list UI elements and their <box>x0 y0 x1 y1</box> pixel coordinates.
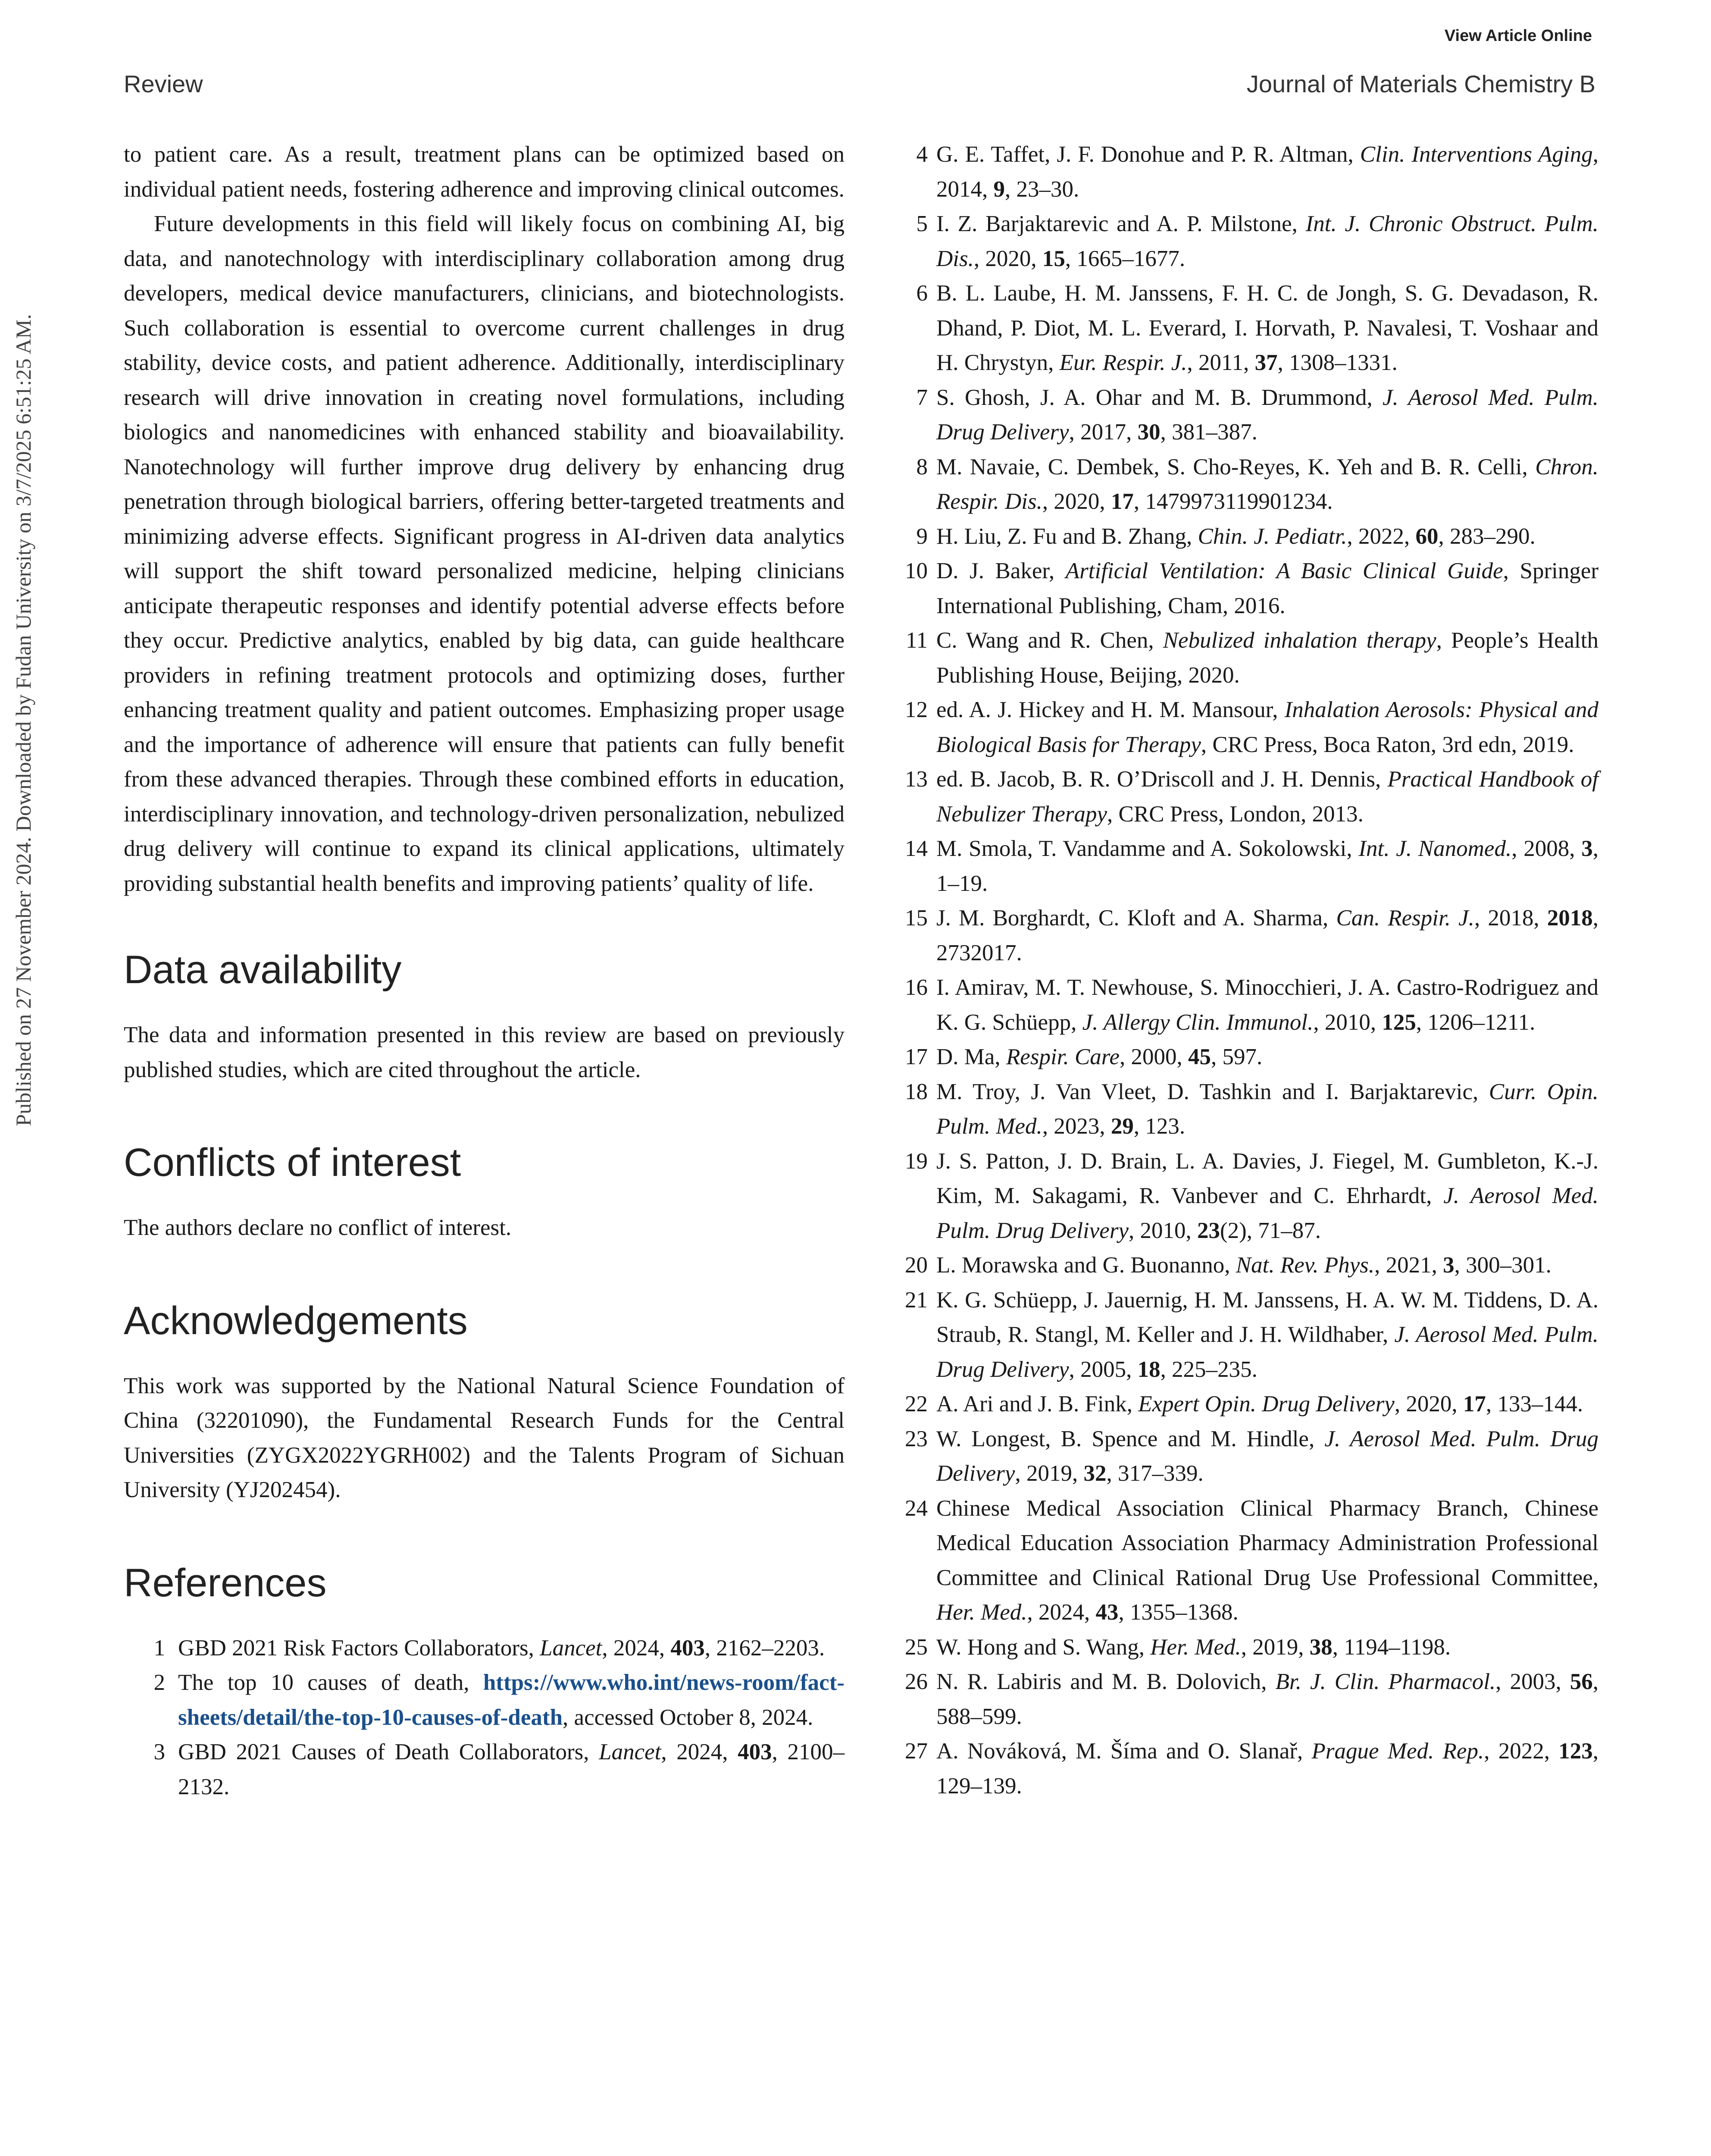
reference-year: , 2017, <box>1069 420 1138 445</box>
reference-item <box>893 380 1598 450</box>
reference-journal: Clin. Interventions Aging <box>1360 142 1593 167</box>
reference-journal: Curr. Opin. Pulm. Med. <box>936 1079 1598 1139</box>
reference-item <box>893 970 1598 1040</box>
reference-authors: J. S. Patton, J. D. Brain, L. A. Davies, J. Fiegel, M. Gumbleton, K.-J. Kim, M. Sakagami, R. Vanbever and C. Ehrhardt, <box>936 1148 1598 1208</box>
reference-volume: 30 <box>1137 420 1160 445</box>
reference-volume: 37 <box>1254 350 1278 375</box>
reference-pages: , 2162–2203. <box>704 1635 825 1661</box>
reference-item <box>893 1664 1598 1734</box>
reference-pages: , 2100–2132. <box>178 1739 845 1799</box>
reference-journal: Nebulized inhalation therapy <box>1163 628 1436 653</box>
reference-pages: , 1–19. <box>936 836 1598 896</box>
reference-pages: , 129–139. <box>936 1739 1599 1799</box>
reference-volume: 3 <box>1581 836 1593 861</box>
acknowledgements-text: This work was supported by the National Natural Science Foundation of China (32201090), the Fundamental Research Funds for the Central Universities (ZYGX2022YGRH002) and the Talents Program of Sichuan University (YJ202454). <box>124 1373 845 1502</box>
reference-journal: Her. Med. <box>1150 1634 1241 1660</box>
reference-pages: , 225–235. <box>1160 1357 1257 1382</box>
reference-pages: , 133–144. <box>1486 1391 1583 1416</box>
reference-volume: 60 <box>1415 523 1439 549</box>
reference-number: 20 <box>905 1253 928 1278</box>
reference-item <box>893 554 1598 623</box>
publication-watermark: Published on 27 November 2024. Downloaded by Fudan University on 3/7/2025 6:51:25 AM. <box>11 314 35 1126</box>
reference-pages: , 283–290. <box>1438 523 1536 549</box>
reference-pages: , 381–387. <box>1160 420 1257 445</box>
reference-item <box>893 901 1598 970</box>
reference-number: 26 <box>905 1669 928 1694</box>
reference-volume: 32 <box>1083 1461 1107 1486</box>
reference-number: 18 <box>905 1079 928 1104</box>
reference-authors: The top 10 causes of death, <box>178 1670 483 1695</box>
reference-item <box>893 1075 1598 1144</box>
reference-authors: ed. A. J. Hickey and H. M. Mansour, <box>936 697 1285 722</box>
reference-year: , 2022, <box>1484 1739 1559 1764</box>
reference-journal: Her. Med. <box>936 1600 1027 1625</box>
reference-number: 3 <box>153 1739 165 1764</box>
reference-volume: 29 <box>1110 1114 1134 1139</box>
reference-pages: , accessed October 8, 2024. <box>563 1705 813 1730</box>
reference-volume: 403 <box>738 1739 772 1764</box>
reference-volume: 43 <box>1095 1600 1119 1625</box>
reference-pages: , 1355–1368. <box>1118 1600 1239 1625</box>
reference-journal: J. Aerosol Med. Pulm. Drug Delivery <box>936 1322 1598 1382</box>
section-heading-data-availability: Data availability <box>124 948 402 992</box>
reference-volume: 2018 <box>1547 906 1593 931</box>
reference-journal: Practical Handbook of Nebulizer Therapy <box>936 767 1599 827</box>
reference-number: 12 <box>905 697 928 722</box>
reference-item <box>893 1283 1598 1387</box>
reference-item <box>893 1734 1598 1803</box>
reference-year: , 2003, <box>1495 1669 1570 1694</box>
reference-number: 5 <box>916 211 928 236</box>
reference-authors: L. Morawska and G. Buonanno, <box>936 1253 1236 1278</box>
reference-year: , 2018, <box>1474 906 1547 931</box>
reference-year: , Springer International Publishing, Cham, 2016. <box>936 558 1598 618</box>
reference-number: 21 <box>905 1287 928 1313</box>
reference-item <box>893 1144 1598 1248</box>
reference-number: 8 <box>916 454 928 479</box>
reference-journal: Lancet <box>599 1739 661 1764</box>
reference-volume: 38 <box>1309 1634 1333 1660</box>
reference-item <box>893 1040 1598 1075</box>
reference-year: , People’s Health Publishing House, Beijing, 2020. <box>936 628 1599 688</box>
reference-volume: 3 <box>1443 1253 1455 1278</box>
reference-number: 11 <box>905 628 928 653</box>
reference-authors: S. Ghosh, J. A. Ohar and M. B. Drummond, <box>936 385 1383 410</box>
reference-link[interactable]: https://www.who.int/news-room/fact-sheets/detail/the-top-10-causes-of-death <box>178 1670 845 1730</box>
reference-authors: ed. B. Jacob, B. R. O’Driscoll and J. H. Dennis, <box>936 767 1388 792</box>
reference-year: , 2019, <box>1015 1461 1084 1486</box>
reference-year: , CRC Press, Boca Raton, 3rd edn, 2019. <box>1201 732 1574 757</box>
reference-pages: , 588–599. <box>936 1669 1599 1729</box>
reference-number: 9 <box>916 523 928 549</box>
conflicts-text: The authors declare no conflict of interest. <box>124 1215 512 1240</box>
reference-year: , 2020, <box>1394 1391 1463 1416</box>
reference-journal: Nat. Rev. Phys. <box>1236 1253 1375 1278</box>
reference-authors: B. L. Laube, H. M. Janssens, F. H. C. de Jongh, S. G. Devadason, R. Dhand, P. Diot, M. L. Everard, I. Horvath, P. Navalesi, T. Voshaar and H. Chrystyn, <box>936 281 1598 375</box>
reference-pages: , 123. <box>1133 1114 1186 1139</box>
reference-year: , 2022, <box>1347 523 1416 549</box>
reference-year: , 2024, <box>602 1635 671 1661</box>
reference-item <box>893 693 1598 762</box>
reference-year: , 2010, <box>1128 1218 1197 1243</box>
reference-pages: , 300–301. <box>1454 1253 1551 1278</box>
section-heading-acknowledgements: Acknowledgements <box>124 1298 468 1343</box>
data-availability-text: The data and information presented in this review are based on previously published studies, which are cited throughout the article. <box>124 1022 845 1082</box>
reference-journal: Int. J. Chronic Obstruct. Pulm. Dis. <box>936 211 1598 271</box>
reference-item <box>124 1735 845 1804</box>
section-label: Review <box>124 70 203 97</box>
reference-authors: M. Smola, T. Vandamme and A. Sokolowski, <box>936 836 1359 861</box>
reference-item <box>893 137 1598 207</box>
reference-journal: Eur. Respir. J. <box>1059 350 1187 375</box>
reference-authors: GBD 2021 Risk Factors Collaborators, <box>178 1635 540 1661</box>
reference-pages: , 2732017. <box>936 906 1599 965</box>
reference-number: 10 <box>905 558 928 583</box>
reference-authors: J. M. Borghardt, C. Kloft and A. Sharma, <box>936 906 1336 931</box>
reference-year: , 2020, <box>973 246 1042 271</box>
reference-number: 1 <box>153 1635 165 1661</box>
reference-journal: Expert Opin. Drug Delivery <box>1138 1391 1395 1416</box>
reference-year: , 2000, <box>1119 1044 1188 1069</box>
reference-journal: Prague Med. Rep. <box>1311 1739 1484 1764</box>
reference-volume: 45 <box>1188 1044 1211 1069</box>
right-column <box>893 137 1598 1803</box>
reference-number: 7 <box>916 385 928 410</box>
reference-number: 16 <box>905 975 928 1000</box>
reference-pages: , 1194–1198. <box>1332 1634 1451 1660</box>
reference-authors: G. E. Taffet, J. F. Donohue and P. R. Altman, <box>936 142 1360 167</box>
reference-number: 19 <box>905 1148 928 1174</box>
reference-year: , 2024, <box>1027 1600 1096 1625</box>
reference-authors: M. Navaie, C. Dembek, S. Cho-Reyes, K. Yeh and B. R. Celli, <box>936 454 1536 479</box>
reference-pages: , 1665–1677. <box>1065 246 1186 271</box>
reference-item <box>893 276 1598 380</box>
reference-journal: J. Allergy Clin. Immunol. <box>1082 1009 1314 1035</box>
reference-year: , 2008, <box>1511 836 1582 861</box>
reference-item <box>893 762 1598 831</box>
reference-year: , 2014, <box>936 142 1598 202</box>
reference-number: 23 <box>905 1426 928 1451</box>
reference-authors: D. Ma, <box>936 1044 1006 1069</box>
reference-journal: Inhalation Aerosols: Physical and Biological Basis for Therapy <box>936 697 1598 757</box>
reference-authors: N. R. Labiris and M. B. Dolovich, <box>936 1669 1276 1694</box>
reference-journal: J. Aerosol Med. Pulm. Drug Delivery <box>936 1426 1598 1486</box>
reference-authors: K. G. Schüepp, J. Jauernig, H. M. Janssens, H. A. W. M. Tiddens, D. A. Straub, R. Stangl, M. Keller and J. H. Wildhaber, <box>936 1287 1598 1347</box>
reference-number: 22 <box>905 1391 928 1416</box>
reference-number: 25 <box>905 1634 928 1660</box>
reference-volume: 18 <box>1137 1357 1160 1382</box>
reference-number: 24 <box>905 1495 928 1521</box>
reference-item <box>893 207 1598 276</box>
reference-number: 13 <box>905 767 928 792</box>
reference-journal: Chin. J. Pediatr. <box>1198 523 1347 549</box>
reference-year: , CRC Press, London, 2013. <box>1107 801 1364 827</box>
reference-authors: W. Hong and S. Wang, <box>936 1634 1151 1660</box>
reference-number: 14 <box>905 836 928 861</box>
body-paragraph: Future developments in this field will likely focus on combining AI, big data, and nanotechnology with interdisciplinary collaboration among drug developers, medical device manufacturers, clinicians, and biotechnologists. Such collaboration is essential to overcome current challenges in drug stability, device costs, and patient adherence. Additionally, interdisciplinary research will drive innovation in creating novel formulations, including biologics and nanomedicines with enhanced stability and bioavailability. Nanotechnology will further improve drug delivery by enhancing drug penetration through biological barriers, offering better-targeted treatments and minimizing adverse effects. Significant progress in AI-driven data analytics will support the shift toward personalized medicine, helping clinicians anticipate therapeutic responses and identify potential adverse effects before they occur. Predictive analytics, enabled by big data, can guide healthcare providers in refining treatment protocols and optimizing doses, further enhancing treatment quality and patient outcomes. Emphasizing proper usage and the importance of adherence will ensure that patients can fully benefit from these advanced therapies. Through these combined efforts in education, interdisciplinary innovation, and technology-driven personalization, nebulized drug delivery will continue to expand its clinical applications, ultimately providing substantial health benefits and improving patients’ quality of life. <box>124 211 845 896</box>
reference-journal: Lancet <box>540 1635 602 1661</box>
reference-journal: J. Aerosol Med. Pulm. Drug Delivery <box>936 1183 1598 1243</box>
reference-journal: J. Aerosol Med. Pulm. Drug Delivery <box>936 385 1598 445</box>
reference-authors: A. Nováková, M. Šíma and O. Slanař, <box>936 1739 1312 1764</box>
reference-year: , 2024, <box>661 1739 738 1764</box>
reference-year: , 2010, <box>1313 1009 1382 1035</box>
reference-pages: (2), 71–87. <box>1220 1218 1321 1243</box>
reference-volume: 56 <box>1570 1669 1593 1694</box>
reference-item <box>893 450 1598 519</box>
reference-volume: 125 <box>1382 1009 1416 1035</box>
journal-title: Journal of Materials Chemistry B <box>1246 70 1595 97</box>
reference-number: 15 <box>905 906 928 931</box>
reference-journal: Artificial Ventilation: A Basic Clinical Guide <box>1065 558 1503 583</box>
reference-year: , 2020, <box>1042 489 1111 514</box>
reference-volume: 403 <box>670 1635 705 1661</box>
view-article-online-link[interactable]: View Article Online <box>1444 27 1592 45</box>
reference-number: 17 <box>905 1044 928 1069</box>
reference-item <box>893 623 1598 693</box>
reference-number: 2 <box>153 1670 165 1695</box>
reference-item <box>893 1422 1598 1491</box>
body-paragraph: to patient care. As a result, treatment plans can be optimized based on individual patient needs, fostering adherence and improving clinical outcomes. <box>124 142 845 202</box>
reference-item <box>893 1491 1598 1630</box>
reference-pages: , 23–30. <box>1005 176 1079 202</box>
reference-pages: , 317–339. <box>1106 1461 1204 1486</box>
reference-authors: GBD 2021 Causes of Death Collaborators, <box>178 1739 599 1764</box>
reference-pages: , 1479973119901234. <box>1133 489 1333 514</box>
reference-list-left <box>124 1631 845 1805</box>
reference-journal: Br. J. Clin. Pharmacol. <box>1275 1669 1496 1694</box>
reference-year: , 2019, <box>1241 1634 1310 1660</box>
reference-item <box>893 1387 1598 1422</box>
reference-authors: A. Ari and J. B. Fink, <box>936 1391 1139 1416</box>
reference-year: , 2005, <box>1069 1357 1138 1382</box>
reference-year: , 2021, <box>1374 1253 1443 1278</box>
reference-year: , 2023, <box>1042 1114 1111 1139</box>
reference-volume: 15 <box>1042 246 1065 271</box>
section-heading-conflicts: Conflicts of interest <box>124 1141 461 1185</box>
reference-authors: I. Z. Barjaktarevic and A. P. Milstone, <box>936 211 1306 236</box>
reference-authors: M. Troy, J. Van Vleet, D. Tashkin and I. Barjaktarevic, <box>936 1079 1489 1104</box>
reference-item <box>893 1248 1598 1283</box>
reference-item <box>893 831 1598 901</box>
reference-journal: Can. Respir. J. <box>1336 906 1474 931</box>
reference-volume: 17 <box>1110 489 1134 514</box>
reference-volume: 9 <box>993 176 1005 202</box>
left-column <box>124 137 845 1804</box>
reference-pages: , 1308–1331. <box>1277 350 1398 375</box>
reference-volume: 23 <box>1197 1218 1220 1243</box>
reference-journal: Int. J. Nanomed. <box>1358 836 1512 861</box>
reference-volume: 123 <box>1558 1739 1593 1764</box>
reference-pages: , 597. <box>1211 1044 1263 1069</box>
reference-authors: I. Amirav, M. T. Newhouse, S. Minocchieri, J. A. Castro-Rodriguez and K. G. Schüepp, <box>936 975 1598 1035</box>
reference-number: 27 <box>905 1739 928 1764</box>
reference-item <box>893 1630 1598 1665</box>
reference-list-right <box>893 137 1598 1803</box>
reference-number: 6 <box>916 281 928 306</box>
reference-item <box>893 519 1598 554</box>
section-heading-references: References <box>124 1561 327 1605</box>
reference-authors: H. Liu, Z. Fu and B. Zhang, <box>936 523 1198 549</box>
reference-volume: 17 <box>1463 1391 1486 1416</box>
reference-number: 4 <box>916 142 928 167</box>
reference-year: , 2011, <box>1187 350 1255 375</box>
reference-authors: D. J. Baker, <box>936 558 1066 583</box>
reference-journal: Chron. Respir. Dis. <box>936 454 1598 514</box>
reference-authors: C. Wang and R. Chen, <box>936 628 1163 653</box>
reference-item <box>124 1665 845 1735</box>
reference-authors: Chinese Medical Association Clinical Pharmacy Branch, Chinese Medical Education Association Pharmacy Administration Professional Committee and Clinical Rational Drug Use Professional Committee, <box>936 1495 1598 1590</box>
reference-journal: Respir. Care <box>1006 1044 1120 1069</box>
reference-item <box>124 1631 845 1666</box>
reference-authors: W. Longest, B. Spence and M. Hindle, <box>936 1426 1325 1451</box>
reference-pages: , 1206–1211. <box>1416 1009 1536 1035</box>
